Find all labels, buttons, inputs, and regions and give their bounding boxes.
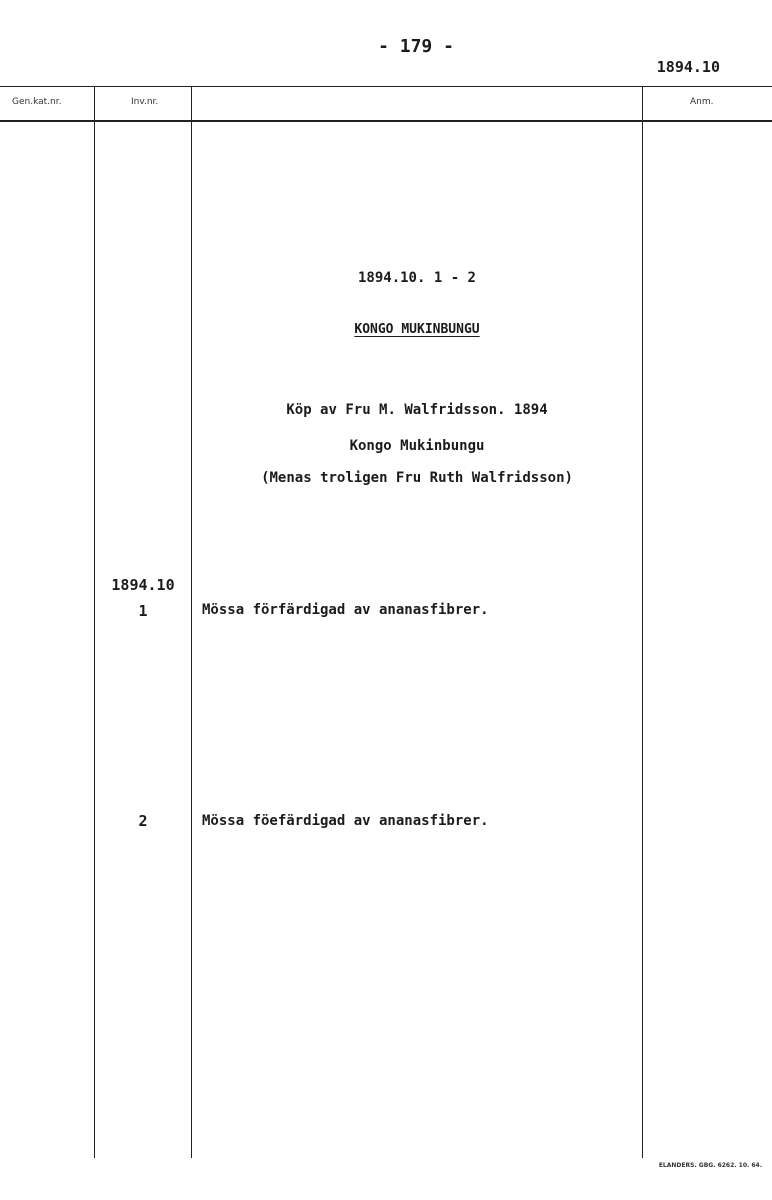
printer-mark: ELANDERS. GBG. 6262. 10. 64.	[658, 1162, 762, 1169]
place-text: Kongo Mukinbungu	[349, 438, 485, 454]
column-divider-gen-inv	[94, 86, 95, 1158]
entry-inv-number: 1	[138, 602, 148, 620]
collection-heading	[192, 321, 642, 337]
collection-heading-text: KONGO MUKINBUNGU	[354, 322, 480, 337]
entry-description: Mössa föefärdigad av ananasfibrer.	[202, 813, 489, 829]
entry-description: Mössa förfärdigad av ananasfibrer.	[202, 602, 489, 618]
header-bottom-rule	[0, 120, 772, 122]
column-divider-inv-desc	[191, 86, 192, 1158]
header-top-rule	[0, 86, 772, 87]
collection-range: 1894.10. 1 - 2	[357, 270, 476, 286]
acquisition-text: Köp av Fru M. Walfridsson. 1894	[286, 402, 548, 418]
catalog-reference: 1894.10	[656, 58, 720, 76]
entry-inv-number: 2	[138, 812, 148, 830]
column-header-inv-nr: Inv.nr.	[131, 97, 159, 107]
column-divider-desc-anm	[642, 86, 643, 1158]
column-header-anm: Anm.	[690, 97, 714, 107]
page-number: - 179 -	[378, 36, 454, 57]
attribution-note: (Menas troligen Fru Ruth Walfridsson)	[261, 470, 573, 486]
column-header-gen-kat-nr: Gen.kat.nr.	[12, 97, 62, 107]
entry-series-number: 1894.10	[111, 576, 175, 594]
